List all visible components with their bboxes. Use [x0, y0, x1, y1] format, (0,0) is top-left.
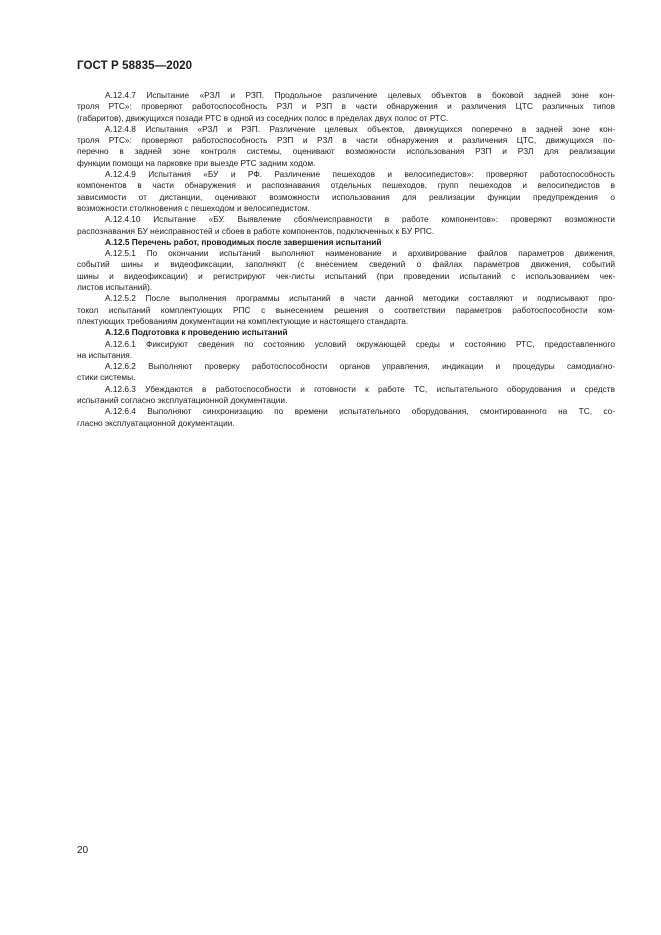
paragraph-line: шины и видеофиксации) и регистрируют чек-листы испытаний (при проведении испытаний с использованием чек-: [77, 270, 615, 281]
page-number: 20: [77, 845, 89, 856]
paragraph-line: стики системы.: [77, 372, 136, 383]
paragraph-line: А.12.6.2 Выполняют проверку работоспособности органов управления, индикации и процедуры самодиагно-: [105, 361, 615, 372]
paragraph: [77, 90, 615, 124]
document-code-header: ГОСТ Р 58835—2020: [77, 60, 193, 72]
paragraph-line: плектующих требованиям документации на комплектующие и настоящего стандарта.: [77, 315, 409, 326]
paragraph-line: зависимости от дистанции, оценивают возможности использования для реализации функции предупреждения о: [77, 191, 615, 202]
paragraph-line: листов испытаний).: [77, 282, 153, 293]
document-body: [77, 90, 615, 429]
paragraph: [77, 169, 615, 214]
paragraph: [77, 293, 615, 327]
paragraph-line: на испытания.: [77, 349, 133, 360]
paragraph: [77, 361, 615, 384]
section-heading: А.12.5 Перечень работ, проводимых после завершения испытаний: [105, 236, 382, 247]
paragraph-line: (габаритов), движущихся позади РТС в одной из соседних полос в пределах двух полос от РТС.: [77, 112, 449, 123]
paragraph: [77, 406, 615, 429]
paragraph-line: гласно эксплуатационной документации.: [77, 417, 235, 428]
paragraph-line: функции помощи на парковке при выезде РТС задним ходом.: [77, 157, 316, 168]
paragraph: [77, 384, 615, 407]
paragraph-line: А.12.5.2 После выполнения программы испытаний в части данной методики составляют и подписывают про-: [105, 293, 615, 304]
paragraph-line: А.12.4.9 Испытания «БУ и РФ. Различение пешеходов и велосипедистов»: проверяют работоспособность: [105, 169, 615, 180]
paragraph-line: А.12.4.10 Испытание «БУ. Выявление сбоя/неисправности в работе компонентов»: проверяют возможности: [105, 214, 615, 225]
paragraph-line: событий шины и видеофиксации, заполняют (с внесением сведений о файлах параметров движения, событий: [77, 259, 615, 270]
paragraph-line: А.12.5.1 По окончании испытаний выполняют наименование и архивирование файлов параметров движения,: [105, 248, 615, 259]
paragraph: [77, 339, 615, 362]
section-heading: А.12.6 Подготовка к проведению испытаний: [105, 327, 288, 338]
paragraph-line: токол испытаний комплектующих РПС с вынесением решения о соответствии параметров работоспособности ком-: [77, 304, 615, 315]
paragraph: [77, 214, 615, 237]
paragraph-line: возможности столкновения с пешеходом и велосипедистом.: [77, 202, 310, 213]
paragraph-line: компонентов в части обнаружения и распознавания отдельных пешеходов, групп пешеходов и велосипедистов в: [77, 180, 615, 191]
paragraph-line: А.12.6.4 Выполняют синхронизацию по времени испытательного оборудования, смонтированного на ТС, со-: [105, 406, 615, 417]
paragraph-line: А.12.4.8 Испытания «РЗЛ и РЗП. Различение целевых объектов, движущихся поперечно в задней зоне кон-: [105, 123, 615, 134]
paragraph: [77, 124, 615, 169]
paragraph: [77, 248, 615, 293]
paragraph-line: А.12.6.3 Убеждаются в работоспособности и готовности к работе ТС, испытательного оборудования и средств: [105, 383, 615, 394]
paragraph-line: троля РТС»: проверяют работоспособность РЗЛ и РЗП в части обнаружения и различения ЦТС различных типов: [77, 101, 615, 112]
paragraph-line: перечно в задней зоне контроля системы, оценивают возможности использования РЗП и РЗЛ для реализации: [77, 146, 615, 157]
paragraph-line: троля РТС»: проверяют работоспособность РЗП и РЗЛ в части обнаружения и различения ЦТС, движущихся по-: [77, 135, 615, 146]
paragraph-line: А.12.6.1 Фиксируют сведения по состоянию условий окружающей среды и состоянию РТС, предоставленного: [105, 338, 615, 349]
paragraph-line: А.12.4.7 Испытание «РЗЛ и РЗП. Продольное различение целевых объектов в боковой задней зоне кон-: [105, 90, 615, 100]
paragraph-line: испытаний согласно эксплуатационной документации.: [77, 395, 288, 406]
paragraph-line: распознавания БУ неисправностей и сбоев в работе компонентов, подключенных к БУ РПС.: [77, 225, 435, 236]
